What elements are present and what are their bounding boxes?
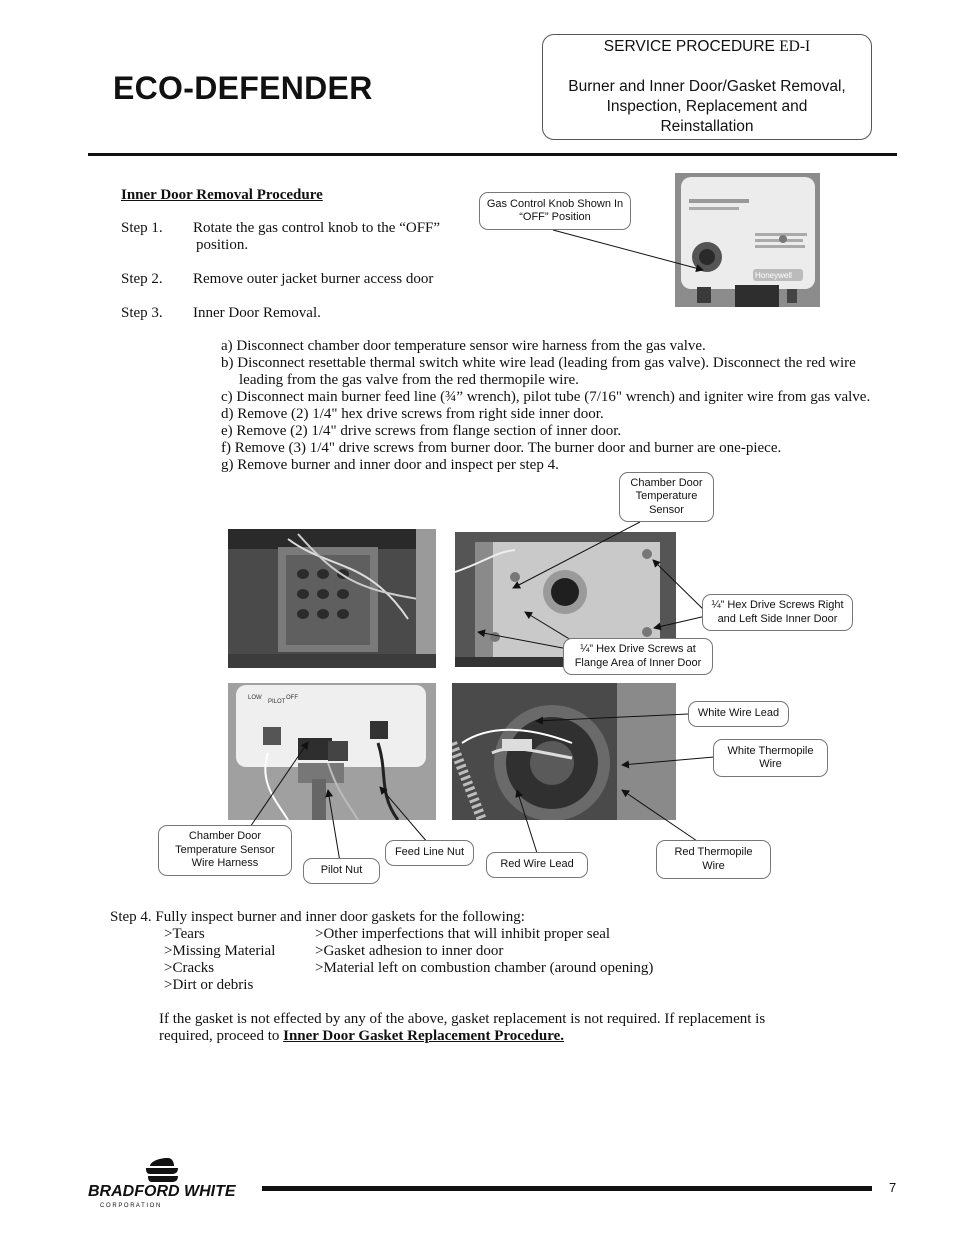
footer-divider bbox=[262, 1186, 872, 1191]
substep-d: d) Remove (2) 1/4" hex drive screws from right side inner door. bbox=[221, 406, 604, 422]
knob-label-off: OFF bbox=[286, 695, 298, 701]
criteria-cracks: >Cracks bbox=[164, 960, 215, 976]
callout-feed-line bbox=[385, 840, 474, 866]
callout-red-thermopile bbox=[656, 840, 771, 879]
header-divider bbox=[88, 153, 897, 156]
knob-label-pilot: PILOT bbox=[268, 699, 286, 705]
callout-red-thermopile-line2: Wire bbox=[702, 859, 725, 872]
gas-valve-photo bbox=[675, 173, 820, 307]
callout-chamber-sensor-line2: Temperature bbox=[635, 490, 698, 503]
procedure-subtitle-2: Inspection, Replacement and bbox=[606, 98, 808, 115]
substep-list bbox=[221, 338, 870, 474]
logo-corporation: C O R P O R A T I O N bbox=[100, 1203, 161, 1209]
criteria-missing-material: >Missing Material bbox=[164, 943, 276, 959]
substep-f: f) Remove (3) 1/4" drive screws from burner door. The burner door and burner are one-piece. bbox=[221, 440, 782, 456]
step-4-note bbox=[159, 1011, 765, 1045]
step-4-col2 bbox=[315, 926, 653, 977]
substep-e: e) Remove (2) 1/4" drive screws from flange section of inner door. bbox=[221, 423, 622, 439]
procedure-subtitle-3: Reinstallation bbox=[660, 118, 754, 135]
callout-feed-line-line1: Feed Line Nut bbox=[394, 846, 465, 859]
callout-white-wire bbox=[688, 701, 789, 727]
burner-wiring-photo bbox=[452, 683, 676, 820]
knob-label-low: LOW bbox=[248, 695, 262, 701]
substep-g: g) Remove burner and inner door and inspect per step 4. bbox=[221, 457, 559, 473]
callout-gas-knob-line1: Gas Control Knob Shown In bbox=[486, 197, 624, 210]
criteria-dirt: >Dirt or debris bbox=[164, 977, 254, 993]
callout-pilot-nut bbox=[303, 858, 380, 884]
step-1-number: Step 1. bbox=[121, 220, 163, 236]
step-4-col1 bbox=[164, 926, 275, 994]
step-4-note-prefix: required, proceed to bbox=[159, 1028, 284, 1044]
callout-gas-knob bbox=[479, 192, 631, 230]
callout-white-wire-line1: White Wire Lead bbox=[697, 707, 780, 720]
callout-white-thermopile-line1: White Thermopile bbox=[727, 744, 814, 757]
criteria-imperfections: >Other imperfections that will inhibit proper seal bbox=[315, 926, 611, 942]
step-4-lead: Step 4. Fully inspect burner and inner door gaskets for the following: bbox=[110, 909, 525, 925]
gasket-procedure-link[interactable]: Inner Door Gasket Replacement Procedure. bbox=[283, 1028, 565, 1044]
procedure-id bbox=[543, 37, 871, 57]
callout-hex-flange-line1: ¼” Hex Drive Screws at bbox=[580, 643, 696, 655]
section-heading: Inner Door Removal Procedure bbox=[121, 187, 323, 203]
document-title: ECO-DEFENDER bbox=[113, 70, 373, 106]
substep-b: b) Disconnect resettable thermal switch white wire lead (leading from gas valve). Disconnect the red wire bbox=[221, 355, 856, 371]
step-4-note-line1: If the gasket is not effected by any of the above, gasket replacement is not required. If replacement is bbox=[159, 1011, 766, 1027]
callout-harness bbox=[158, 825, 292, 876]
callout-harness-line2: Temperature Sensor bbox=[175, 843, 275, 856]
step-1-text: Rotate the gas control knob to the “OFF” bbox=[193, 220, 441, 236]
callout-hex-right-line1: ¼” Hex Drive Screws Right bbox=[711, 599, 844, 611]
bradford-white-logo bbox=[88, 1156, 263, 1211]
step-2-text: Remove outer jacket burner access door bbox=[193, 271, 434, 287]
callout-pilot-nut-line1: Pilot Nut bbox=[320, 864, 363, 877]
procedure-label: SERVICE PROCEDURE bbox=[603, 38, 780, 55]
callout-hex-flange-line2: Flange Area of Inner Door bbox=[574, 656, 702, 669]
burner-access-photo bbox=[228, 529, 436, 668]
callout-red-thermopile-line1: Red Thermopile bbox=[674, 846, 753, 858]
logo-emblem-icon bbox=[146, 1158, 178, 1182]
substep-c: c) Disconnect main burner feed line (¾” wrench), pilot tube (7/16" wrench) and igniter wire from gas valve. bbox=[221, 389, 871, 405]
callout-harness-line3: Wire Harness bbox=[191, 857, 259, 870]
callout-red-wire bbox=[486, 852, 588, 878]
logo-wordmark: BRADFORD WHITE bbox=[88, 1183, 236, 1200]
criteria-adhesion: >Gasket adhesion to inner door bbox=[315, 943, 504, 959]
valve-connections-photo bbox=[228, 683, 436, 820]
substep-b-cont: leading from the gas valve from the red thermopile wire. bbox=[239, 372, 579, 388]
callout-chamber-sensor bbox=[619, 472, 714, 522]
procedure-header-box bbox=[542, 34, 872, 140]
criteria-material-left: >Material left on combustion chamber (around opening) bbox=[315, 960, 654, 976]
callout-hex-flange bbox=[563, 638, 713, 675]
callout-chamber-sensor-line1: Chamber Door bbox=[630, 476, 703, 489]
criteria-tears: >Tears bbox=[164, 926, 205, 942]
step-4-note-line2 bbox=[159, 1028, 765, 1045]
callout-hex-right-line2: and Left Side Inner Door bbox=[717, 612, 838, 625]
callout-harness-line1: Chamber Door bbox=[188, 830, 262, 843]
callout-white-thermopile bbox=[713, 739, 828, 777]
callout-white-thermopile-line2: Wire bbox=[759, 758, 782, 770]
callout-chamber-sensor-line3: Sensor bbox=[649, 503, 684, 516]
valve-brand-label: Honeywell bbox=[755, 271, 792, 280]
step-3-text: Inner Door Removal. bbox=[193, 305, 321, 321]
callout-hex-right bbox=[702, 594, 853, 631]
procedure-code: ED-I bbox=[779, 38, 811, 55]
step-2-number: Step 2. bbox=[121, 271, 163, 287]
callout-gas-knob-line2: “OFF” Position bbox=[519, 211, 591, 223]
step-3-number: Step 3. bbox=[121, 305, 163, 321]
procedure-subtitle-1: Burner and Inner Door/Gasket Removal, bbox=[568, 78, 846, 95]
step-1-text-cont: position. bbox=[196, 237, 249, 253]
callout-red-wire-line1: Red Wire Lead bbox=[500, 858, 574, 871]
page-number: 7 bbox=[889, 1180, 897, 1195]
substep-a: a) Disconnect chamber door temperature sensor wire harness from the gas valve. bbox=[221, 338, 706, 354]
